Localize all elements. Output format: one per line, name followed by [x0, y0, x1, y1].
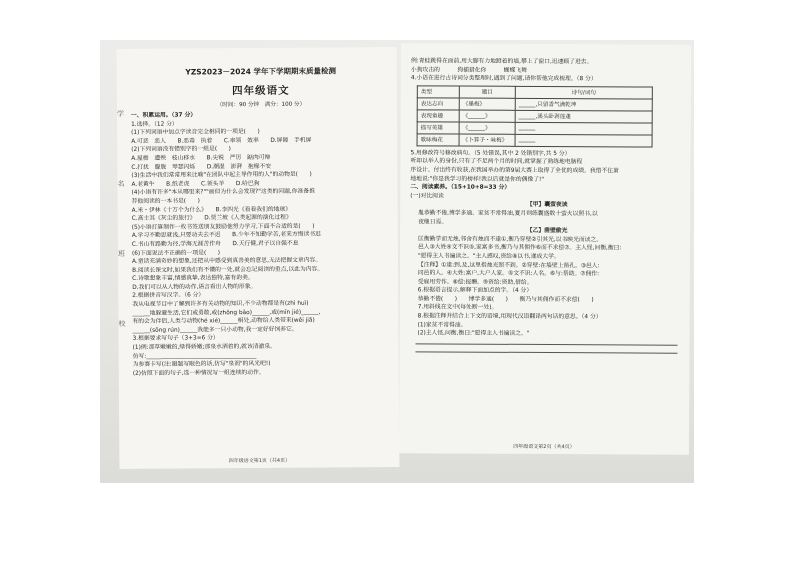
text-line: (2)下列词语没有错别字的一组是( ) — [131, 146, 231, 154]
table-cell: ______,只留香气满乾坤 — [515, 98, 652, 111]
text-line: 仿写:______________________________________ — [132, 352, 257, 360]
text-line: 恭勤不倦( ) 博学多通( ) 衡乃与其佣作而不求偿( ) — [417, 296, 594, 304]
photo-of-exam-paper — [100, 40, 694, 483]
text-line: A.老黄牛 B.纸老虎 C.领头羊 D.哈巴狗 — [131, 180, 260, 188]
text-line: 【注释】①逮:到,及,这里指烛光照不到。②穿壁:在墙壁上凿孔。③邑人: — [417, 261, 600, 269]
text-line: A.童话充满奇妙的想象,还把从中感受到真善美的意思,无法把握文章内容。 — [132, 257, 322, 265]
text-line: 我从电视节目中了解到许多有关动物的知识,不少动物都是有(zhì huì) — [132, 300, 309, 308]
text-line: 邑人③大姓④文不识⑤,家富多书,衡乃与其佣作⑥而不求偿⑦。主人怪,问衡,衡曰: — [417, 244, 622, 252]
table-cell: ______ — [515, 122, 652, 135]
table-header: 类型 — [417, 86, 459, 98]
text-line: (1)家贫不常得油。 — [417, 321, 467, 329]
text-line: 1.选择。（12 分） — [131, 121, 178, 128]
text-line: 3.根据要求写句子（3+3=6 分） — [132, 335, 219, 343]
text-line: 6.根据语言提示,解释下面加点的字。（4 分） — [417, 287, 533, 295]
table-cell: 《______》 — [459, 110, 515, 122]
table-cell: 《______》 — [459, 122, 515, 134]
right-page-middle — [410, 149, 684, 202]
text-line: 夜继日焉。 — [418, 218, 448, 226]
text-line: C.高士其《灰尘的旅行》 D.贾兰坡《人类起源的演化过程》 — [131, 214, 292, 223]
right-page-top — [411, 57, 685, 84]
text-line: A.屋檐 遭殃 枝山移水 B.尖锐 严厉 踮肉可辩 — [131, 154, 271, 162]
text-line: (5)小语打算制作一枚书签送朋友鼓励他努力学习,下面不合适的是( ) — [131, 223, 315, 231]
reading-b-text — [410, 235, 685, 340]
text-line: 有的会为伴侣,人类与动物(hé xié)______相处,动物给人类带来(wěi jiā) — [132, 317, 315, 326]
poetry-table — [417, 85, 653, 147]
text-line: A.可恶 恶人 B.恶毒 执着 C.率领 效率 D.屏障 手机屏 — [131, 137, 312, 145]
exam-meta: （时间：90 分钟 满分：100 分） — [216, 101, 306, 109]
table-cell: ______,溪头卧剥莲蓬 — [515, 110, 652, 123]
text-line: (一)对比阅读 — [410, 193, 444, 200]
binding-margin — [117, 109, 130, 469]
table-cell: 歌咏梅花 — [417, 134, 459, 146]
table-cell: 表达志向 — [417, 98, 459, 110]
text-line: 受雇用劳作。⑧偿:报酬。⑨资给:资助,借给。 — [417, 279, 533, 286]
text-line: 5.用修改符号修改病句。（5 处错误,其中 2 处错别字,共 5 分） — [410, 150, 571, 157]
text-line: 胤恭勤不倦,博学多通。家贫不常得油,夏月则练囊盛数十萤火以照书,以 — [418, 210, 598, 218]
text-line: (6)下面说法不正确的一项是( ) — [131, 249, 221, 257]
binding-label: 校 — [118, 319, 126, 328]
text-line: 小狗攻击的 狗捕猎化你 蝴蝶飞舞 — [410, 66, 527, 74]
table-header: 题目 — [459, 86, 515, 98]
text-line: (1)例:那草嫩嫩的,绿得娇嫩;那泉水洒着的,就该清澈泉。 — [132, 343, 276, 351]
table-cell: 表现童趣 — [417, 110, 459, 122]
text-line: 序设计。付出终有收获,在我国举办的第9届大赛上取得了全优的成绩。我惜不住萧 — [410, 167, 619, 175]
text-line: C.诗歌想象丰富,情感真挚,表达独特,富有韵美。 — [132, 275, 254, 283]
text-line: ______地躲避生活,它们或勇敢,或(zhōng bǎo)______,或(mǐn jié)______, — [132, 309, 321, 317]
text-line: 例:青蛙跳得在面前,用大脚有力地蹬着的墙,攀上了窗口,迅速顾了进去。 — [410, 58, 593, 66]
text-line: 8.根据注释并结合上下文的语境,用现代汉语翻译两句话的意思。（4 分） — [417, 313, 602, 321]
text-line: C.书山有路勤为径,学海无涯苦作舟 D.天行健,君子以自强不息 — [131, 240, 299, 248]
text-line: 匡衡勤学而无烛,邻舍有烛而不逮①,衡乃穿壁②引其光,以书映光而读之。 — [418, 236, 603, 244]
binding-label: 班 — [117, 249, 125, 258]
text-line: "愿得主人书遍读之。"主人感叹,资给⑧以书,遂成大学。 — [417, 253, 560, 260]
table-cell: 《墨梅》 — [459, 98, 515, 110]
text-line: ______(sǒng rún)______我能多一只小动物,我一定好好饲养它。 — [132, 326, 298, 334]
text-line: (1)下列词语中加点字读音完全相同的一项是( ) — [131, 129, 260, 137]
table-cell: 《卜算子・咏梅》 — [459, 134, 515, 146]
answer-line — [415, 346, 677, 353]
text-line: 4.小语在进行古诗词分类整理时,遇到了问题,请你帮他完成梳理。（8 分） — [410, 75, 597, 83]
exam-page-right — [399, 43, 691, 455]
reading-a-text — [410, 209, 684, 228]
table-cell: ______ — [515, 134, 652, 147]
text-line: 一、积累运用。（37 分） — [130, 112, 197, 119]
text-line: A.米・伊林《十万个为什么》 B.李四光《看看我们的地球》 — [131, 206, 292, 214]
reading-b-title: 【乙】凿壁偷光 — [526, 228, 568, 235]
table-cell: 描写英雄 — [417, 122, 459, 134]
text-line: 地地说:"你是我学习的榜样!我以后就是你的偶像了!" — [410, 175, 545, 183]
text-line: 听却以举人的身份,只有了不足两个月的时间,就掌握了熟练地电脑程 — [410, 158, 583, 166]
text-line: D.我们可以从人物的动作,语言看出人物的形象。 — [132, 283, 257, 291]
text-line: 二、阅读素养。（15+10+8=33 分） — [410, 184, 511, 191]
reading-a-title: 【甲】囊萤夜读 — [526, 202, 568, 209]
answer-line — [415, 338, 677, 345]
page-footer: 四年级语文第2页（共4页） — [513, 443, 575, 451]
text-line: C.打扰 朦胧 琴瑟闪烁 D.潮湿 澎湃 抱椽不安 — [131, 163, 272, 171]
binding-label: 名 — [117, 179, 125, 188]
page-footer: 四年级语文第1页（共4页） — [228, 457, 291, 465]
exam-header: YZS2023－2024 学年下学期期末质量检测 — [185, 66, 337, 77]
text-line: 同邑的人。④大姓:富户,大户人家。⑤文不识:人名。⑥与:帮助。⑦佣作: — [417, 270, 600, 278]
table-header: 诗句/词句 — [515, 86, 652, 99]
text-line: (2)仿照下面的句子,选一种情况写一组连续的动作。 — [132, 369, 265, 377]
text-line: 荐他阅读的一本书是( ) — [131, 198, 200, 205]
text-line: 为参赛卡写(注:避题写眼色的话,仿写"泉润"的风光吧!) — [132, 361, 271, 369]
text-line: 2.根据拼音写汉字。（6 分） — [132, 292, 205, 300]
text-line: B.阅读长课文时,如果我们有不懂的一处,就会忘记阅读的重点,以此为内容。 — [132, 266, 324, 274]
text-line: (2)主人怪,问衡,衡曰:"愿得主人书遍读之。" — [417, 330, 530, 338]
text-line: (4)小语有许多"本从哪里来?""画似为什么会发现?"这类的问题,你准备推 — [131, 188, 315, 197]
left-page-body — [131, 110, 393, 378]
text-line: (3)生活中我们常常用来比喻"在团队中起主导作用的人"的动物是( ) — [131, 171, 312, 180]
text-line: 7.用斜线在文中(每处断一处)。 — [417, 304, 498, 312]
binding-label: 学 — [116, 109, 125, 118]
text-line: A.学习不勤思就浅,只要功夫去不迟 B.少年不知勤学苦,老来方悔读书迟 — [131, 231, 321, 240]
exam-page-left — [117, 47, 400, 469]
exam-title: 四年级语文 — [232, 84, 290, 98]
